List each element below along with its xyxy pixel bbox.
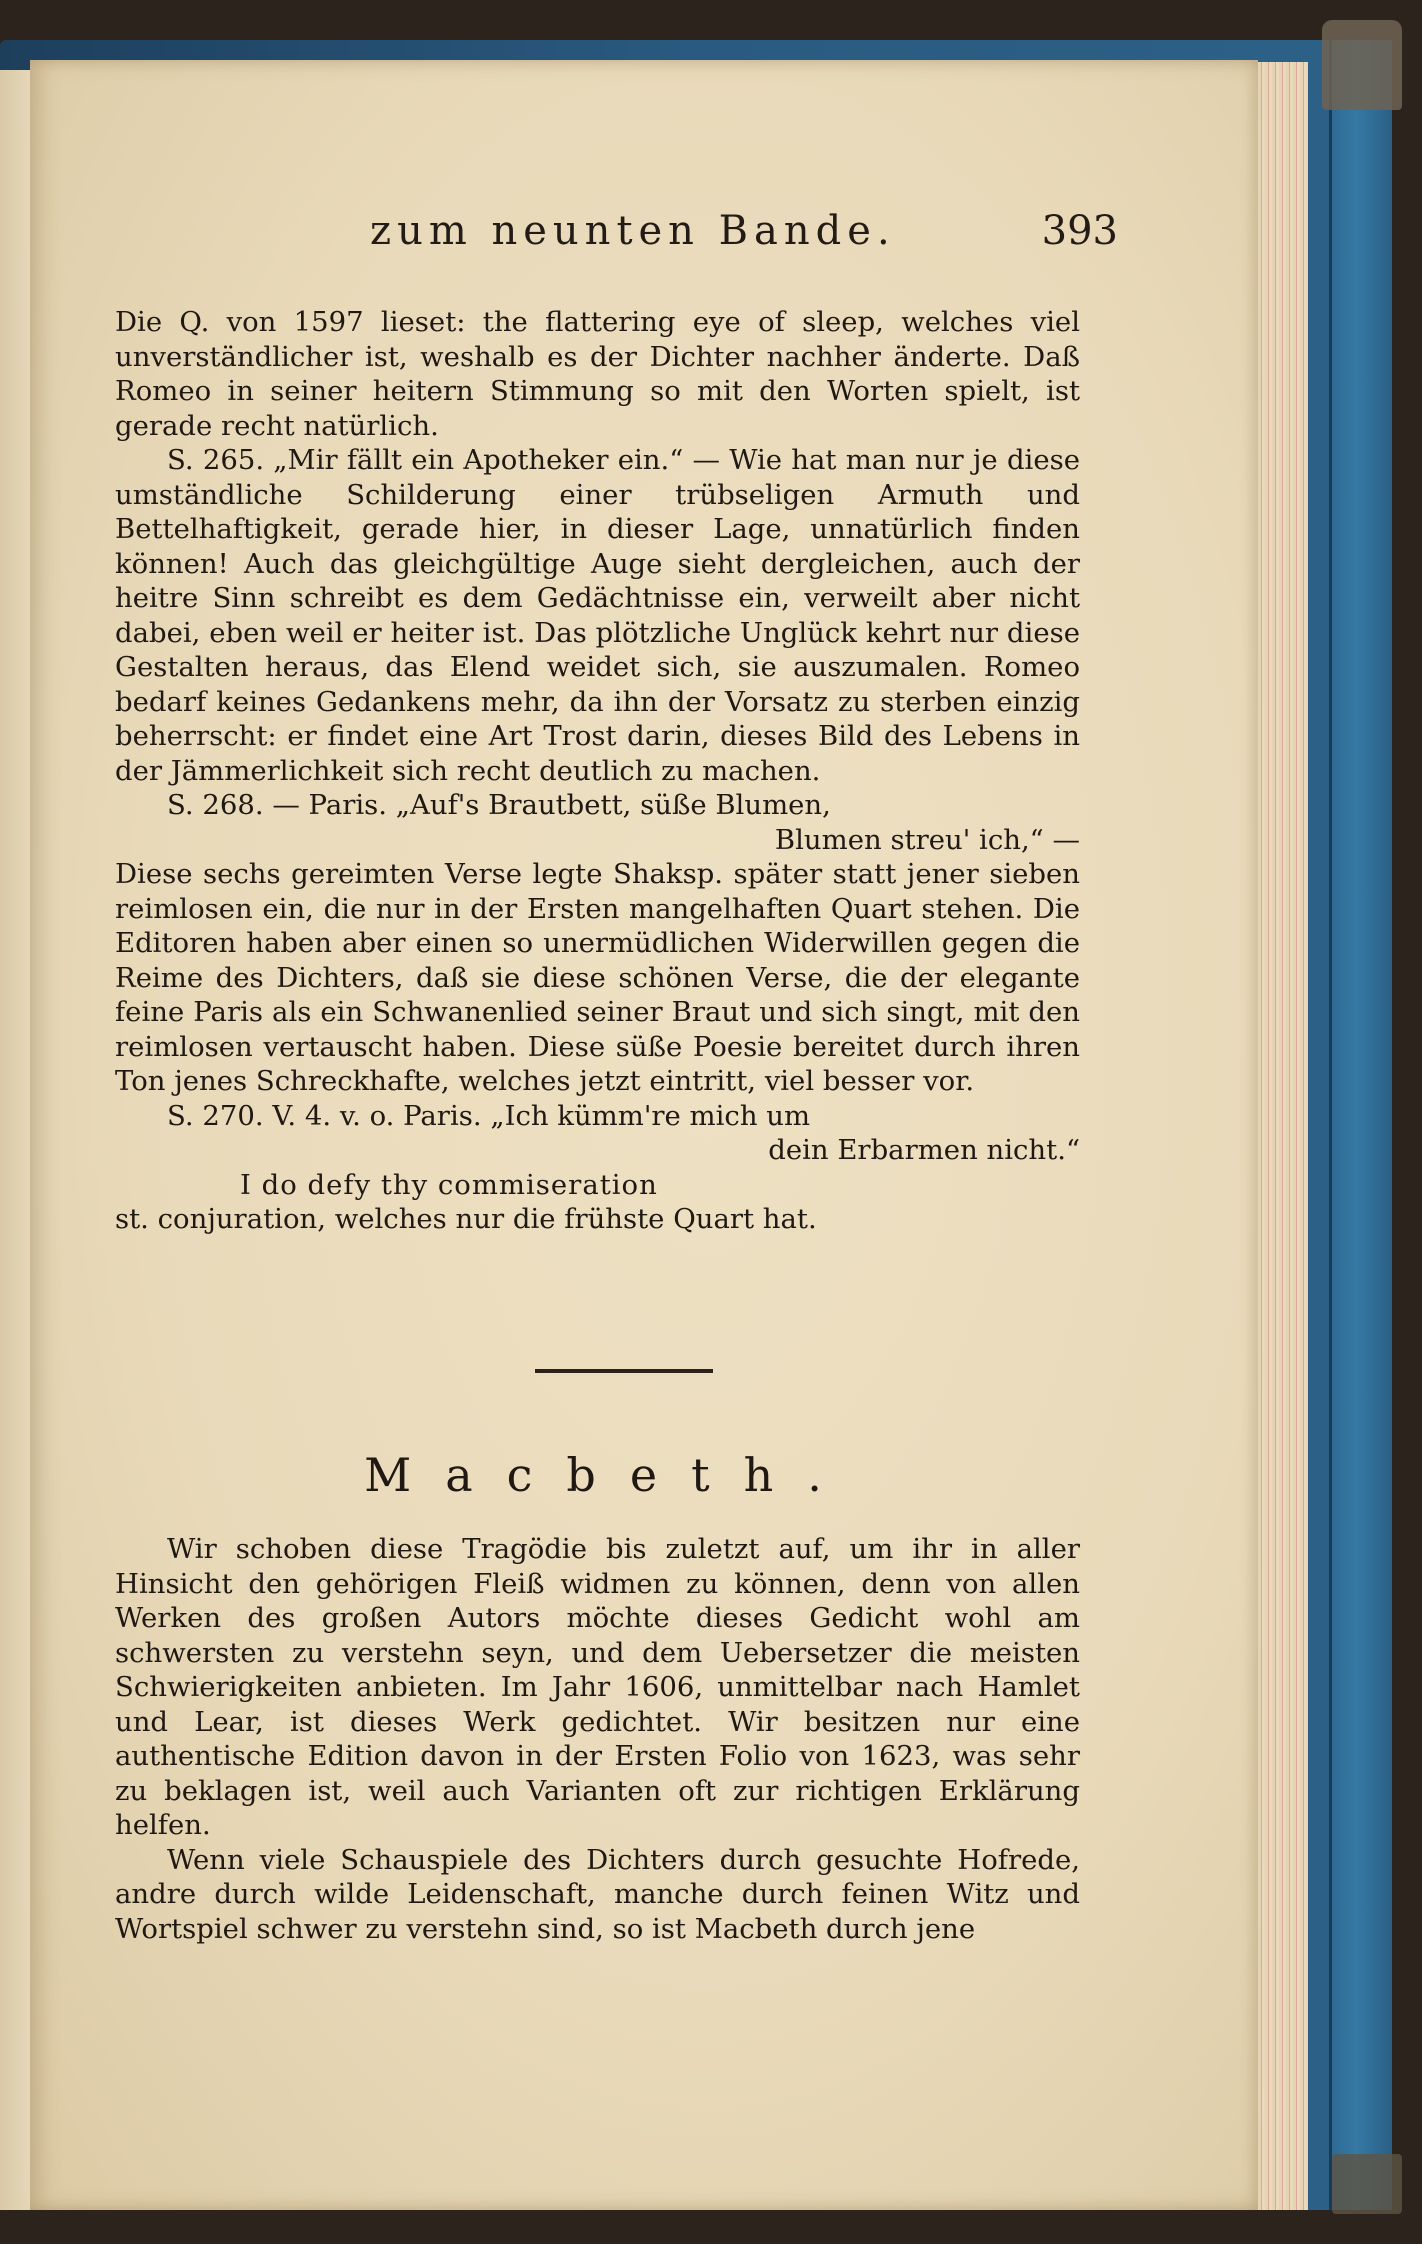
cover-corner-bottom bbox=[1332, 2154, 1402, 2214]
note-paragraph-s265: S. 265. „Mir fällt ein Apotheker ein.“ — Wie hat man nur je diese umständliche Schilderung einer trübseligen Armuth und Bettelhaftigkeit, gerade hier, in dieser Lage, unnatürlich finden können! Auch das gleichgültige Auge sieht dergleichen, auch der heitre Sinn schreibt es dem Gedächtnisse ein, verweilt aber nicht dabei, eben weil er heiter ist. Das plötzliche Unglück kehrt nur diese Gestalten heraus, das Elend weidet sich, sie auszumalen. Romeo bedarf keines Gedankens mehr, da ihn der Vorsatz zu sterben einzig beherrscht: er findet eine Art Trost darin, dieses Bild des Lebens in der Jämmerlichkeit sich recht deutlich zu machen. bbox=[115, 444, 1080, 787]
note-s268-line2: Blumen streu' ich,“ — bbox=[774, 823, 1080, 856]
page-header bbox=[110, 208, 1118, 268]
romeo-notes bbox=[115, 305, 1080, 1237]
macbeth-paragraph-1: Wir schoben diese Tragödie bis zuletzt auf, um ihr in aller Hinsicht den gehörigen Fleiß widmen zu können, denn von allen Werken des großen Autors möchte dieses Gedicht wohl am schwersten zu verstehn seyn, und dem Uebersetzer die meisten Schwierigkeiten anbieten. Im Jahr 1606, unmittelbar nach Hamlet und Lear, ist dieses Werk gedichtet. Wir besitzen nur eine authentische Edition davon in der Ersten Folio von 1623, was sehr zu beklagen ist, weil auch Varianten oft zur richtigen Erklärung helfen. bbox=[115, 1533, 1080, 1841]
page-block-edges bbox=[1258, 62, 1308, 2210]
note-s270-line2: dein Erbarmen nicht.“ bbox=[768, 1134, 1080, 1166]
note-paragraph-s268: Diese sechs gereimten Verse legte Shaksp. später statt jener sieben reimlosen ein, die nur in der Ersten mangelhaften Quart stehen. Die Editoren haben aber einen so unermüdlichen Widerwillen gegen die Reime des Dichters, daß sie diese schönen Verse, die der elegante feine Paris als ein Schwanenlied seiner Braut und sich singt, mit den reimlosen vertauscht haben. Diese süße Poesie bereitet durch ihren Ton jenes Schreckhafte, welches jetzt eintritt, viel besser vor. bbox=[115, 858, 1080, 1097]
cover-corner-top bbox=[1322, 20, 1402, 110]
cover-spine-edge bbox=[1329, 40, 1392, 2210]
note-s268-line1: S. 268. — Paris. „Auf's Brautbett, süße Blumen, bbox=[167, 789, 831, 821]
note-s270-last: st. conjuration, welches nur die frühste Quart hat. bbox=[115, 1203, 817, 1235]
note-s270-line1: S. 270. V. 4. v. o. Paris. „Ich kümm're mich um bbox=[167, 1099, 811, 1132]
section-divider-rule bbox=[535, 1369, 713, 1373]
note-paragraph-q1597: Die Q. von 1597 lieset: the flattering eye of sleep, welches viel unverständlicher ist, weshalb es der Dichter nachher änderte. Daß Romeo in seiner heitern Stimmung so mit den Worten spielt, ist gerade recht natürlich. bbox=[115, 306, 1080, 442]
running-title: zum neunten Bande. bbox=[370, 208, 896, 254]
page-number: 393 bbox=[1041, 208, 1118, 254]
facing-page-edge bbox=[0, 70, 32, 2210]
note-s270-quote: I do defy thy commiseration bbox=[240, 1168, 658, 1201]
macbeth-paragraph-2: Wenn viele Schauspiele des Dichters durch gesuchte Hofrede, andre durch wilde Leidenschaft, manche durch feinen Witz und Wortspiel schwer zu verstehn sind, so ist Macbeth durch jene bbox=[115, 1843, 1080, 1945]
section-title-macbeth: Macbeth. bbox=[364, 1448, 856, 1502]
macbeth-intro bbox=[115, 1532, 1080, 1946]
